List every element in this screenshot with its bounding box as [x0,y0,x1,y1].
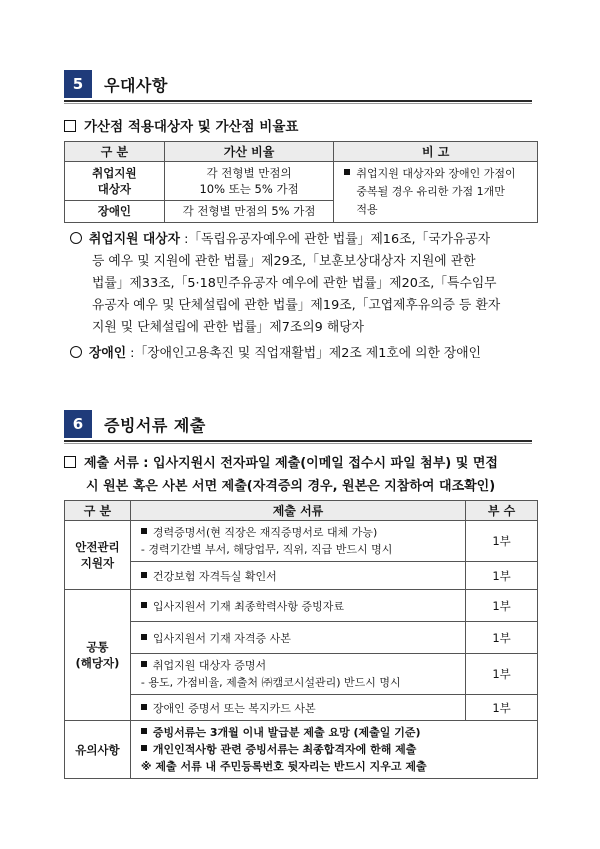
table-cell-document: 장애인 증명서 또는 복지카드 사본 [130,695,465,721]
table-cell-notes: 증빙서류는 3개월 이내 발급분 제출 요망 (제출일 기준) 개인인적사항 관련 증빙서류는 최종합격자에 한해 제출 ※ 제출 서류 내 주민등록번호 뒷자리는 반드시 지우고 제출 [130,721,537,779]
section-5-header [64,70,532,98]
table-row [65,654,538,695]
section-title: 우대사항 [104,76,168,95]
table-cell-document: 입사지원서 기재 자격증 사본 [130,622,465,654]
table-row [65,521,538,562]
table-cell-document: 경력증명서(현 직장은 재직증명서로 대체 가능) - 경력기간별 부서, 해당업무, 직위, 직급 반드시 명시 [130,521,465,562]
table-cell-count: 1부 [466,590,538,622]
table-cell-count: 1부 [466,622,538,654]
table-cell-rate: 각 전형별 만점의 10% 또는 5% 가점 [164,162,334,201]
table-cell-category: 공통 (해당자) [65,590,131,721]
table-cell-count: 1부 [466,695,538,721]
table-cell-note: 취업지원 대상자와 장애인 가점이 중복될 경우 유리한 가점 1개만 적용 [334,162,538,223]
table-cell-category: 유의사항 [65,721,131,779]
table-cell-document: 취업지원 대상자 증명서 - 용도, 가점비율, 제출처 ㈜캠코시설관리) 반드시 명시 [130,654,465,695]
divider [64,443,532,444]
bullet-square-icon [141,572,147,578]
checkbox-square-icon [64,120,76,132]
divider [64,100,532,102]
table-cell-category: 장애인 [65,200,165,222]
table-cell-category: 취업지원 대상자 [65,162,165,201]
bullet-square-icon [141,704,147,710]
table-cell-count: 1부 [466,562,538,590]
table-header: 구 분 [65,142,165,162]
checkbox-square-icon [64,456,76,468]
table-header: 가산 비율 [164,142,334,162]
bullet-square-icon [141,602,147,608]
subheading: 제출 서류 : 입사지원시 전자파일 제출(이메일 접수시 파일 첨부) 및 면접 시 원본 혹은 사본 서면 제출(자격증의 경우, 원본은 지참하여 대조확인) [64,452,544,498]
bullet-square-icon [141,728,147,734]
bullet-square-icon [344,169,350,175]
bonus-points-table [64,141,538,223]
subheading: 가산점 적용대상자 및 가산점 비율표 [64,115,298,135]
divider [64,440,532,442]
paragraph-disabled: 장애인 :「장애인고용촉진 및 직업재활법」제2조 제1호에 의한 장애인 [70,343,550,365]
table-cell-document: 입사지원서 기재 최종학력사항 증빙자료 [130,590,465,622]
section-number-badge: 5 [64,70,92,98]
section-number-badge: 6 [64,410,92,438]
section-title: 증빙서류 제출 [104,416,206,435]
table-row [65,162,538,201]
table-header: 제출 서류 [130,501,465,521]
table-header: 부 수 [466,501,538,521]
circle-bullet-icon [70,232,82,244]
table-cell-category: 안전관리 지원자 [65,521,131,590]
table-cell-count: 1부 [466,654,538,695]
section-6-header [64,410,532,438]
table-header: 구 분 [65,501,131,521]
bullet-square-icon [141,634,147,640]
table-row [65,695,538,721]
bullet-square-icon [141,528,147,534]
table-row [65,622,538,654]
table-cell-document: 건강보험 자격득실 확인서 [130,562,465,590]
paragraph-veterans: 취업지원 대상자 :「독립유공자예우에 관한 법률」제16조,「국가유공자 등 예우 및 지원에 관한 법률」제29조,「보훈보상대상자 지원에 관한 법률」제33조,「5·18민주유공자 예우에 관한 법률」제20조,「특수임무 유공자 예우 및 단체설립에 관한 법률」제19조,「고엽제후유의증 등 환자 지원 및 단체설립에 관한 법률」제7조의9 해당자 [70,229,550,339]
table-cell-rate: 각 전형별 만점의 5% 가점 [164,200,334,222]
table-cell-count: 1부 [466,521,538,562]
table-row [65,721,538,779]
divider [64,103,532,104]
bullet-square-icon [141,661,147,667]
table-row [65,562,538,590]
documents-table [64,500,538,779]
table-row [65,590,538,622]
bullet-square-icon [141,745,147,751]
circle-bullet-icon [70,346,82,358]
table-header: 비 고 [334,142,538,162]
